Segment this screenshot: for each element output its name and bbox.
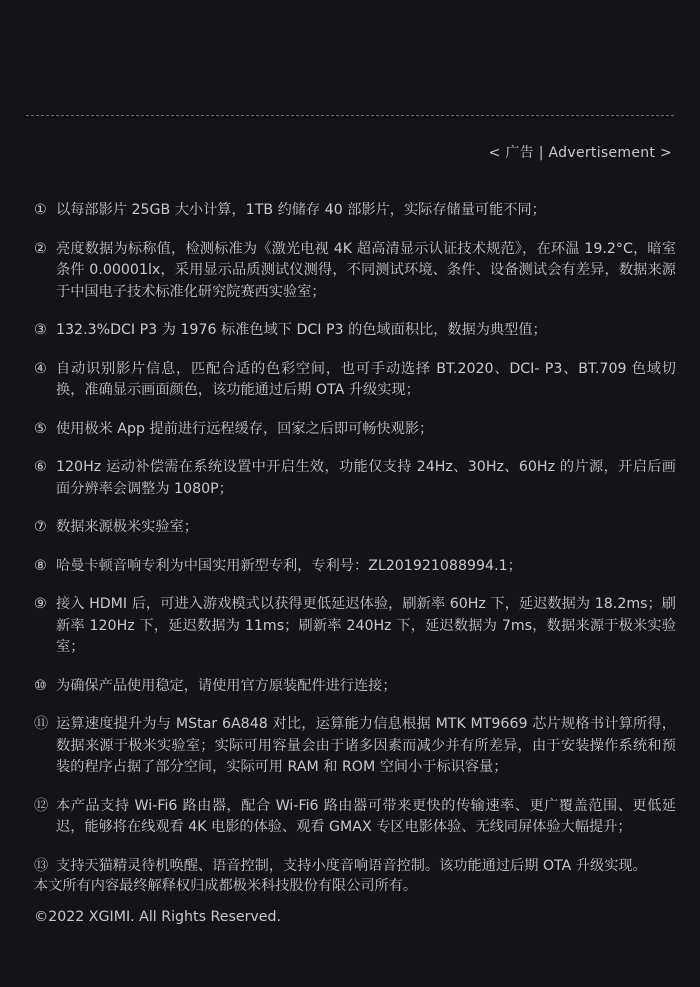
footnote-item	[34, 594, 676, 659]
footnote-text: 为确保产品使用稳定，请使用官方原装配件进行连接；	[56, 677, 397, 694]
footnote-text: 数据来源极米实验室；	[56, 519, 198, 535]
footnote-item	[34, 239, 676, 304]
footnote-number: ⑪	[34, 716, 49, 732]
footnote-number: ⑧	[34, 557, 47, 574]
footnote-number: ④	[34, 360, 47, 377]
footnote-number: ⑫	[34, 797, 49, 814]
footnote-text: 自动识别影片信息，匹配合适的色彩空间，也可手动选择 BT.2020、DCI- P3、BT.709 色域切换，准确显示画面颜色，该功能通过后期 OTA 升级实现；	[56, 360, 676, 398]
footnote-text: 本产品支持 Wi-Fi6 路由器，配合 Wi-Fi6 路由器可带来更快的传输速率、更广覆盖范围、更低延迟，能够将在线观看 4K 电影的体验、观看 GMAX 专区电影体验、无线同屏体验大幅提升；	[56, 797, 676, 835]
footnote-text: 132.3%DCI P3 为 1976 标准色域下 DCI P3 的色域面积比，数据为典型值；	[56, 322, 547, 338]
footnote-text: 以每部影片 25GB 大小计算，1TB 约储存 40 部影片，实际存储量可能不同；	[56, 202, 546, 218]
footnote-item	[34, 457, 676, 500]
footnote-item	[34, 856, 676, 878]
footnote-number: ⑥	[34, 459, 47, 475]
footnote-item	[34, 320, 676, 342]
footnote-number: ⑦	[34, 519, 47, 535]
footnote-item	[34, 796, 676, 839]
footnote-item	[34, 556, 676, 578]
footnote-item	[34, 714, 676, 779]
dashed-divider	[26, 115, 674, 116]
footnote-number: ②	[34, 240, 47, 257]
footnote-number: ⑩	[34, 677, 47, 694]
footnote-text: 亮度数据为标称值，检测标准为《激光电视 4K 超高清显示认证技术规范》，在环温 19.2°C，暗室条件 0.00001lx，采用显示品质测试仪测得，不同测试环境、条件、设备测试会有差异，数据来源于中国电子技术标准化研究院赛西实验室；	[56, 240, 676, 300]
footnote-text: 哈曼卡顿音响专利为中国实用新型专利，专利号：ZL201921088994.1；	[56, 557, 522, 574]
footnote-item	[34, 419, 676, 441]
footnote-item	[34, 359, 676, 402]
footnote-item	[34, 200, 676, 222]
footnote-item	[34, 517, 676, 539]
advertisement-label: < 广告 | Advertisement >	[488, 145, 672, 161]
copyright-notice: ©2022 XGIMI. All Rights Reserved.	[34, 909, 282, 925]
footnote-item	[34, 676, 676, 698]
rights-statement: 本文所有内容最终解释权归成都极米科技股份有限公司所有。	[34, 878, 418, 894]
footnote-text: 120Hz 运动补偿需在系统设置中开启生效，功能仅支持 24Hz、30Hz、60Hz 的片源，开启后画面分辨率会调整为 1080P；	[56, 459, 676, 497]
footnote-text: 使用极米 App 提前进行远程缓存，回家之后即可畅快观影；	[56, 420, 434, 437]
footnote-number: ①	[34, 202, 47, 218]
footnotes-list	[34, 200, 676, 894]
footnote-number: ③	[34, 322, 47, 338]
footnote-number: ⑤	[34, 420, 47, 437]
footnote-text: 运算速度提升为与 MStar 6A848 对比，运算能力信息根据 MTK MT9669 芯片规格书计算所得，数据来源于极米实验室；实际可用容量会由于诸多因素而减少并有所差异，由于安装操作系统和预装的程序占据了部分空间，实际可用 RAM 和 ROM 空间小于标识容量；	[56, 716, 676, 775]
footnote-text: 支持天猫精灵待机唤醒、语音控制，支持小度音响语音控制。该功能通过后期 OTA 升级实现。	[56, 857, 647, 874]
footnote-number: ⑬	[34, 857, 49, 874]
footnote-text: 接入 HDMI 后，可进入游戏模式以获得更低延迟体验，刷新率 60Hz 下，延迟数据为 18.2ms；刷新率 120Hz 下，延迟数据为 11ms；刷新率 240Hz 下，延迟数据为 7ms，数据来源于极米实验室；	[56, 596, 676, 655]
footnote-number: ⑨	[34, 596, 47, 612]
